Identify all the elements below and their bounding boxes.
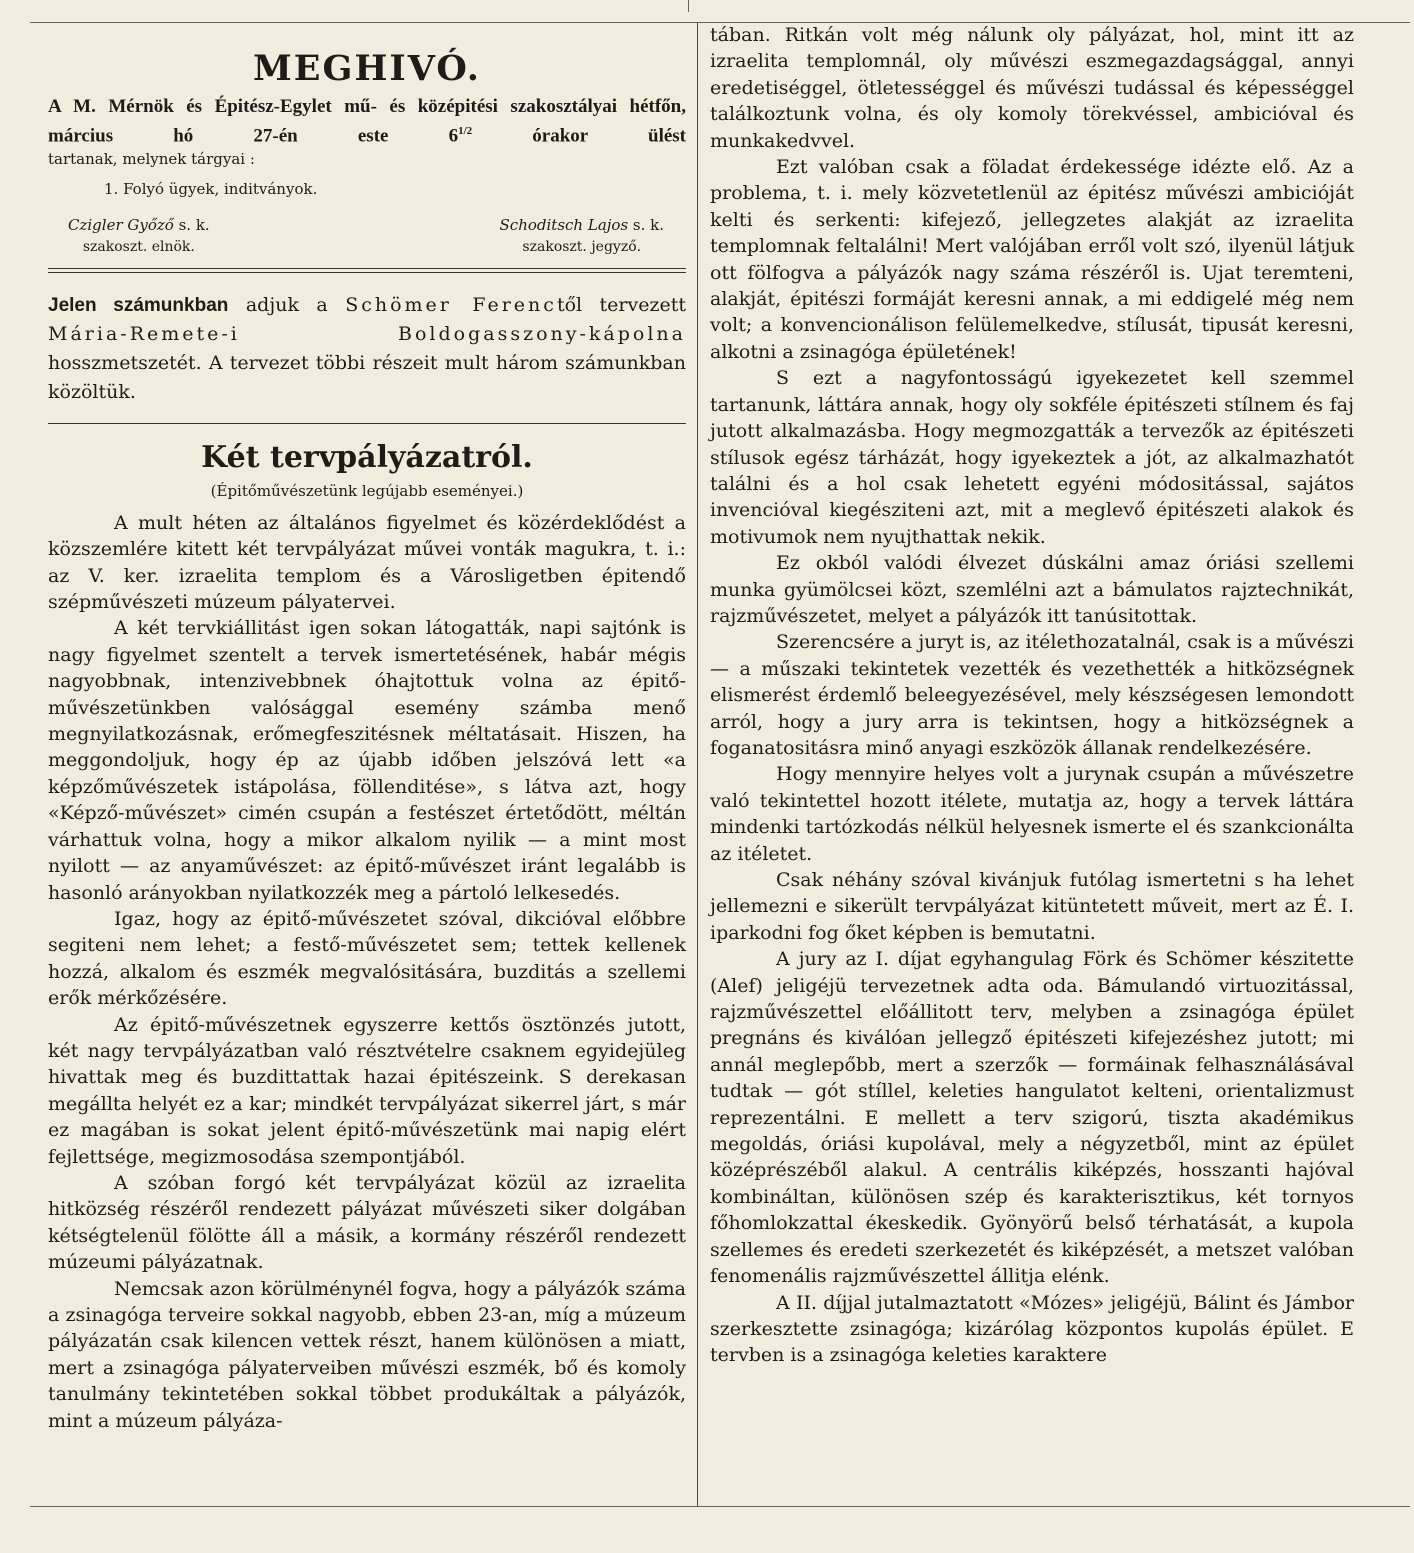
meghivo-title: MEGHIVÓ.: [253, 48, 481, 89]
double-rule: [48, 268, 686, 273]
notice-part1: adjuk a: [228, 293, 346, 316]
bottom-rule: [30, 1506, 1410, 1507]
paragraph: A jury az I. díjat egyhangulag Förk és Schömer készitette (Alef) jeligéjü tervezetnek adta oda. Bámulandó virtuozitással, rajzművészettel előállitott terv, melyben a zsinagóga épület pregnáns és kiválóan jellegző épitészeti kifejezéshez jutott; mi annál meglepőbb, mert a szerzők — formáinak felhasználásával tudtak — gót stíllel, keleties hangulatot kelteni, orientalizmust reprezentálni. E mellett a terv szigorú, tiszta akadémikus megoldás, óriási kupolával, mely a négyzetből, mint az épület középrészéből alakul. A centrális kiképzés, hosszanti hajóval kombináltan, különösen szép és karakterisztikus, két tornyos főhomlokzattal ékeskedik. Gyönyörű belső térhatását, a kupola szellemes és eredeti szerkezetét és kiképzését, a metszet valóban fenomenális rajzművészettel állitja elénk.: [710, 948, 1354, 1288]
agenda-item: 1. Folyó ügyek, inditványok.: [104, 179, 318, 198]
article-left-body: [48, 510, 686, 1434]
paragraph: Hogy mennyire helyes volt a jurynak csupán a művészetre való tekintettel hozott itélete, mutatja az, hogy a tervek láttára mindenki tartózkodás nélkül helyesnek ismerte el és szankcionálta az itéletet.: [710, 763, 1354, 865]
right-column: [710, 22, 1354, 1369]
signatory-president: [68, 214, 210, 258]
signatory-name: Czigler Győző: [68, 215, 174, 234]
signatory-suffix: s. k.: [173, 215, 210, 234]
paragraph: A szóban forgó két tervpályázat közül az izraelita hitközség részéről rendezett pályázat művészeti siker dolgában kétségtelenül fölötte áll a másik, a kormány részéről rendezett múzeumi pályázatnak.: [48, 1171, 686, 1274]
single-rule: [48, 423, 686, 424]
signatory-name: Schoditsch Lajos: [499, 215, 629, 234]
signatory-suffix: s. k.: [628, 215, 664, 234]
paragraph: Nemcsak azon körülménynél fogva, hogy a pályázók száma a zsinagóga terveire sokkal nagyobb, ebben 23-an, míg a múzeum pályázatán csak kilencen vettek részt, hanem különösen a miatt, mert a zsinagóga pályaterveiben művészi eszmék, bő és komoly tanulmány tekintetében sokkal többet produkáltak a pályázók, mint a múzeum pályáza-: [48, 1277, 686, 1432]
paragraph: A II. díjjal jutalmaztatott «Mózes» jeligéjü, Bálint és Jámbor szerkesztette zsinagóga; kizárólag központos kupolás épület. E tervben is a zsinagóga keleties karaktere: [710, 1291, 1354, 1367]
meghivo-lead-text: A M. Mérnök és Épitész-Egylet mű- és középitési szakosztályai hétfőn, március hó 27-én este 6: [48, 95, 686, 146]
article-subtitle: (Épitőművészetünk legújabb eseményei.): [210, 481, 524, 500]
meghivo-lead-end: órakor ülést: [472, 124, 687, 146]
signatory-title: szakoszt. elnök.: [82, 238, 195, 255]
left-column: [48, 22, 686, 1434]
meghivo-invitation: [48, 50, 686, 258]
column-divider: [697, 22, 698, 1506]
paragraph: S ezt a nagyfontosságú igyekezetet kell szemmel tartanunk, láttára annak, hogy oly sokféle épitészeti stílnem és faj jutott alkalmazásba. Hogy megmozgatták a tervezők az épitészeti stílusok egész tárházát, hogy igyekeztek a jót, az alkalmazhatót találni és a hol csak lehetett egyéni módositással, sajátos invencióval kiegésziteni azt, mit a meglevő épitészeti alakok és motivumok nem nyujthattak nekik.: [710, 367, 1354, 548]
paragraph-continued: tában. Ritkán volt még nálunk oly pályázat, hol, mint itt az izraelita templomnál, oly művészi eszmegazdagsággal, annyi eredetiséggel, ötletességgel és művészi tudással és képességgel találkoztunk volna, és oly komoly törekvéssel, ambicióval és munkakedvvel.: [710, 24, 1354, 152]
signatory-title: szakoszt. jegyző.: [522, 238, 642, 255]
issue-notice: [48, 291, 686, 407]
meghivo-tail: tartanak, melynek tárgyai :: [48, 149, 255, 168]
signature-row: [48, 214, 686, 258]
notice-part2: től tervezett: [556, 293, 687, 316]
notice-lead: Jelen számunkban: [48, 294, 229, 316]
meghivo-lead-fraction: 1/2: [458, 124, 473, 137]
notice-name1: Schömer Ferenc: [345, 293, 557, 316]
article-title: Két tervpályázatról.: [201, 439, 533, 475]
paragraph: Az épitő-művészetnek egyszerre kettős ösztönzés jutott, két nagy tervpályázatban való résztvételre csaknem egyidejüleg hivattak meg és buzdittattak hazai épitészeink. S derekasan megállta helyét ez a kar; mindkét tervpályázat sikerrel járt, s már ez magában is sokat jelent épitő-művészetünk mai napig elért fejlettsége, megizmosodása szempontjából.: [48, 1013, 686, 1168]
paragraph: Szerencsére a juryt is, az itélethozatalnál, csak is a művészi — a műszaki tekintetek vezették és vezethették a hitközségnek elismerést érdemlő beleegyezésével, mely készségesen lemondott arról, hogy a jury arra is tekintsen, hogy a hitközségnek a foganatositásra minő anyagi eszközök állanak rendelkezésére.: [710, 631, 1354, 759]
paragraph: Csak néhány szóval kivánjuk futólag ismertetni s ha lehet jellemezni e sikerült tervpályázat kitüntetett műveit, mert az É. I. iparkodni fog őket képben is bemutatni.: [710, 869, 1354, 944]
meghivo-lead: [48, 95, 686, 148]
top-tick-mark: [688, 0, 689, 12]
paragraph: A két tervkiállitást igen sokan látogatták, napi sajtónk is nagy figyelmet szentelt a tervek ismertetésének, habár mégis nagyobbnak, intenzivebbnek óhajtottuk volna az épitő-művészetünkben valósággal esemény számba menő megnyilatkozásnak, erőmegfeszitésnek méltatásait. Hiszen, ha meggondoljuk, hogy ép az újabb időben jelszóvá lett «a képzőművészetek istápolása, föllenditése», s látva azt, hogy «Képző-művészet» cimén csupán a festészet értetődött, méltán várhattuk volna, hogy a mikor alkalom nyilik — a mint most nyilott — az anyaművészet: az épitő-művészet iránt legalább is hasonló arányokban nyilatkozzék meg a pártoló lelkesedés.: [48, 617, 686, 904]
signatory-secretary: [500, 214, 664, 258]
notice-part3: hosszmetszetét. A tervezet többi részeit mult három számunkban közöltük.: [48, 351, 686, 403]
paragraph: Ezt valóban csak a föladat érdekessége idézte elő. Az a problema, t. i. mely közvetetlenül az épitész művészi ambicióját kelti és serkenti: kifejező, jellegzetes alakját az izraelita templomnak feltalálni! Mert valójában erről volt szó, ilyenül látjuk ott fölfogva a pályázók nagy száma részéről is. Ujat teremteni, alakját, épitészi formáját keresni annak, a mi eddigelé még nem volt; a konvencionálison felülemelkedve, stílusát, tipusát keresni, alkotni a zsinagóga épületének!: [710, 156, 1354, 363]
paragraph: Igaz, hogy az épitő-művészetet szóval, dikcióval előbbre segiteni nem lehet; a festő-művészetet sem; tettek kellenek hozzá, alkalom és eszmék megvalósitására, buzditás a szellemi erők mérkőzésére.: [48, 907, 686, 1010]
notice-name2: Mária-Remete-i Boldogasszony-kápolna: [48, 322, 686, 345]
paragraph: Ez okból valódi élvezet dúskálni amaz óriási szellemi munka gyümölcsei közt, szemlélni azt a bámulatos rajztechnikát, rajzművészetet, melyet a pályázók itt tanúsitottak.: [710, 552, 1354, 627]
paragraph: A mult héten az általános figyelmet és közérdeklődést a közszemlére kitett két tervpályázat művei vonták magukra, t. i.: az V. ker. izraelita templom és a Városligetben épitendő szépművészeti múzeum pályatervei.: [48, 511, 686, 614]
